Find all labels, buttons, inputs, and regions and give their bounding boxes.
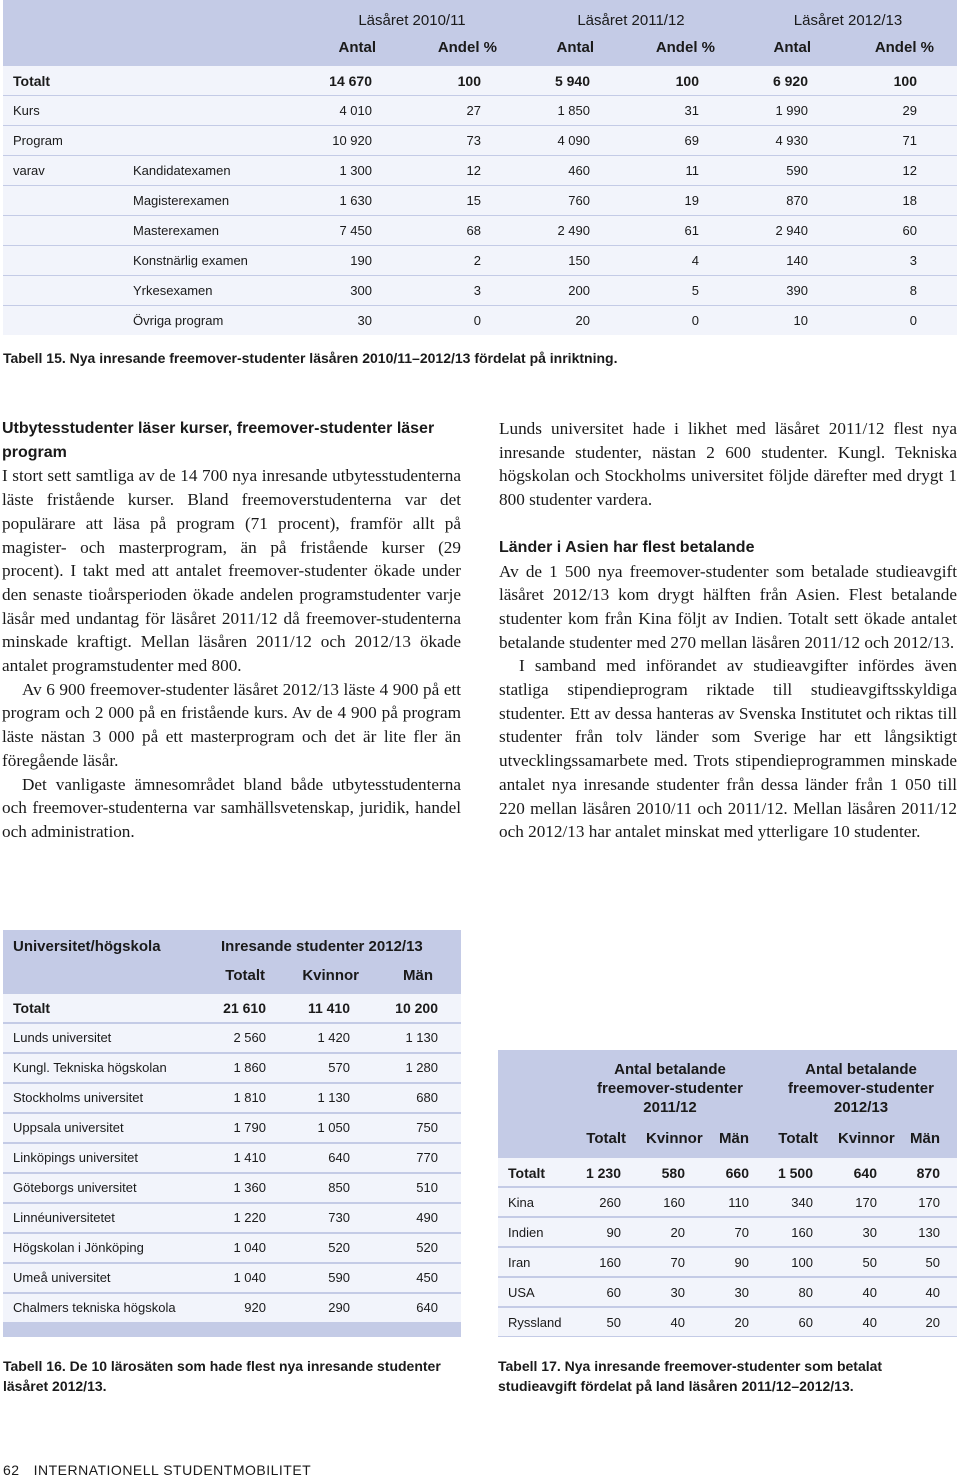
column-header: Kvinnor	[646, 1130, 703, 1147]
year-header: Läsåret 2012/13	[793, 12, 903, 29]
column-header: Kvinnor	[302, 967, 359, 984]
table-row	[498, 1218, 957, 1246]
table-cell: 460	[568, 163, 590, 178]
table-cell: 1 300	[339, 163, 372, 178]
row-label: Totalt	[13, 1000, 51, 1016]
table-cell: 20	[734, 1315, 749, 1330]
table-row	[3, 186, 957, 215]
table-cell: 1 130	[405, 1030, 438, 1045]
row-label: Lunds universitet	[13, 1030, 112, 1045]
page-number: 62	[3, 1462, 20, 1477]
table-cell: 15	[466, 193, 481, 208]
column-header: Antal	[556, 39, 594, 56]
row-label: Göteborgs universitet	[13, 1180, 137, 1195]
year-header: Läsåret 2011/12	[577, 12, 685, 29]
table-cell: 110	[728, 1195, 749, 1210]
table-cell: 3	[473, 283, 481, 298]
row-label: Konstnärlig examen	[133, 253, 248, 268]
table-cell: 20	[575, 313, 590, 328]
table-row	[3, 246, 957, 275]
table-cell: 50	[862, 1255, 877, 1270]
table-cell: 10 920	[332, 133, 372, 148]
table-cell: 60	[902, 223, 917, 238]
row-label: Totalt	[508, 1165, 546, 1181]
table-cell: 100	[675, 73, 699, 89]
table-17-caption: Tabell 17. Nya inresande freemover-studenter som betalat studieavgift fördelat på land läsåren 2011/12–2012/13.	[498, 1358, 883, 1394]
table-cell: 21 610	[223, 1000, 266, 1016]
table-cell: 10	[793, 313, 808, 328]
table-cell: 40	[670, 1315, 685, 1330]
table-cell: 12	[902, 163, 917, 178]
column-header: Män	[910, 1130, 940, 1147]
table-cell: 60	[798, 1315, 813, 1330]
table-cell: 160	[791, 1225, 813, 1240]
table-cell: 160	[599, 1255, 621, 1270]
row-label: Högskolan i Jönköping	[13, 1240, 144, 1255]
table-cell: 730	[328, 1210, 350, 1225]
table-cell: 31	[684, 103, 699, 118]
table-row	[3, 1054, 461, 1082]
row-label: varav	[13, 163, 45, 178]
table-cell: 12	[466, 163, 481, 178]
table-cell: 30	[357, 313, 372, 328]
table-row	[3, 306, 957, 335]
table-cell: 14 670	[329, 73, 372, 89]
table-row	[3, 1204, 461, 1232]
table-cell: 4	[691, 253, 699, 268]
table-cell: 160	[663, 1195, 685, 1210]
table-cell: 570	[328, 1060, 350, 1075]
table-cell: 1 630	[339, 193, 372, 208]
table-cell: 1 050	[317, 1120, 350, 1135]
table-cell: 61	[684, 223, 699, 238]
paragraph: Lunds universitet hade i likhet med läsåret 2011/12 flest nya inresande studenter, nästan 2 600 studenter. Kungl. Tekniska högskolan och Stockholms universitet följde därefter med drygt 1 800 studenter vardera.	[499, 419, 957, 510]
table-cell: 3	[909, 253, 917, 268]
table-cell: 2 560	[233, 1030, 266, 1045]
table-cell: 27	[466, 103, 481, 118]
section-heading: Länder i Asien har flest betalande	[499, 538, 755, 556]
table-17	[498, 1050, 957, 1337]
publication-title: INTERNATIONELL STUDENTMOBILITET	[33, 1462, 312, 1477]
table-row	[498, 1278, 957, 1306]
table-total-row	[3, 994, 461, 1022]
table-cell: 71	[902, 133, 917, 148]
table-cell: 520	[416, 1240, 438, 1255]
table-cell: 1 230	[585, 1165, 621, 1181]
row-label: Kina	[508, 1195, 535, 1210]
row-label: Linköpings universitet	[13, 1150, 139, 1165]
table-row	[498, 1188, 957, 1216]
table-15-year-headers	[3, 12, 957, 34]
group-header: Antal betalande freemover-studenter 2011/12	[597, 1061, 743, 1116]
table-cell: 100	[457, 73, 481, 89]
table-15-subheaders	[3, 39, 957, 59]
table-row	[498, 1248, 957, 1276]
paragraph: I samband med införandet av studieavgifter infördes även statliga stipendieprogram riktade till studieavgiftsskyldiga studenter. Ett av dessa hanteras av Svenska Institutet och riktas till studenter från tolv länder som Sverige har ett långsiktigt utvecklingssamarbete med. Trots stipendieprogrammen minskade antalet nya inresande studenter från dessa länder från 1 050 till 220 mellan läsåren 2010/11 och 2011/12. Mellan läsåren 2011/12 och 2012/13 har antalet minskat med ytterligare 10 studenter.	[499, 656, 957, 842]
table-cell: 1 860	[233, 1060, 266, 1075]
table-cell: 30	[670, 1285, 685, 1300]
table-cell: 90	[734, 1255, 749, 1270]
row-label: Program	[13, 133, 63, 148]
column-header: Totalt	[225, 967, 265, 984]
table-16	[3, 930, 461, 1337]
table-cell: 750	[416, 1120, 438, 1135]
table-cell: 390	[786, 283, 808, 298]
row-label: Kungl. Tekniska högskolan	[13, 1060, 167, 1075]
table-cell: 2 490	[557, 223, 590, 238]
table-cell: 19	[684, 193, 699, 208]
column-header: Antal	[773, 39, 811, 56]
row-label: Iran	[508, 1255, 531, 1270]
table-cell: 0	[473, 313, 481, 328]
row-label: Kandidatexamen	[133, 163, 231, 178]
row-label: Totalt	[13, 73, 51, 89]
table-cell: 90	[606, 1225, 621, 1240]
table-cell: 170	[855, 1195, 877, 1210]
table-row	[3, 1114, 461, 1142]
table-cell: 20	[925, 1315, 940, 1330]
table-row	[3, 126, 957, 155]
table-cell: 640	[416, 1300, 438, 1315]
table-cell: 1 850	[557, 103, 590, 118]
table-cell: 1 040	[233, 1270, 266, 1285]
table-cell: 640	[328, 1150, 350, 1165]
paragraph: Det vanligaste ämnesområdet bland både utbytesstudenterna och freemover-studenterna var samhällsvetenskap, juridik, handel och administration.	[2, 774, 461, 841]
table-row	[498, 1308, 957, 1336]
table-cell: 60	[606, 1285, 621, 1300]
table-total-row	[3, 66, 957, 95]
table-cell: 590	[328, 1270, 350, 1285]
column-header: Totalt	[586, 1130, 626, 1147]
row-label: Uppsala universitet	[13, 1120, 124, 1135]
table-cell: 870	[786, 193, 808, 208]
row-label: Yrkesexamen	[133, 283, 213, 298]
table-cell: 100	[893, 73, 917, 89]
section-heading: Utbytesstudenter läser kurser, freemover-studenter läser program	[2, 420, 435, 461]
table-cell: 80	[798, 1285, 813, 1300]
row-label: Indien	[508, 1225, 544, 1240]
table-cell: 4 090	[557, 133, 590, 148]
table-cell: 1 790	[233, 1120, 266, 1135]
table-cell: 4 930	[775, 133, 808, 148]
table-cell: 1 990	[775, 103, 808, 118]
paragraph: Av 6 900 freemover-studenter läsåret 2012/13 läste 4 900 på ett program och 2 000 på en fristående kurs. Av de 4 900 på program läste nästan 3 000 på ett masterprogram och det är lite fler än föregående läsår.	[2, 679, 461, 770]
column-header: Kvinnor	[838, 1130, 895, 1147]
table-cell: 200	[568, 283, 590, 298]
table-cell: 0	[909, 313, 917, 328]
table-cell: 340	[791, 1195, 813, 1210]
table-cell: 300	[350, 283, 372, 298]
table-row	[3, 1264, 461, 1292]
right-text-column	[499, 417, 957, 844]
table-cell: 580	[661, 1165, 685, 1181]
table-cell: 4 010	[339, 103, 372, 118]
row-label: Kurs	[13, 103, 40, 118]
group-header: Inresande studenter 2012/13	[221, 938, 423, 955]
column-header: Andel %	[437, 39, 497, 56]
table-row	[3, 1084, 461, 1112]
table-16-caption: Tabell 16. De 10 lärosäten som hade flest nya inresande studenter läsåret 2012/13.	[3, 1358, 441, 1394]
table-cell: 850	[328, 1180, 350, 1195]
table-row	[3, 1294, 461, 1322]
table-row	[3, 216, 957, 245]
table-cell: 29	[902, 103, 917, 118]
table-cell: 40	[862, 1315, 877, 1330]
column-header: Andel %	[655, 39, 715, 56]
table-cell: 290	[328, 1300, 350, 1315]
row-label: Umeå universitet	[13, 1270, 111, 1285]
table-15-caption: Tabell 15. Nya inresande freemover-studenter läsåren 2010/11–2012/13 fördelat på inriktning.	[3, 350, 618, 366]
table-row	[3, 1144, 461, 1172]
table-cell: 40	[862, 1285, 877, 1300]
group-header: Antal betalande freemover-studenter 2012/13	[788, 1061, 934, 1116]
table-row	[3, 156, 957, 185]
table-cell: 490	[416, 1210, 438, 1225]
table-cell: 50	[606, 1315, 621, 1330]
table-cell: 920	[244, 1300, 266, 1315]
table-cell: 1 040	[233, 1240, 266, 1255]
table-cell: 0	[691, 313, 699, 328]
table-cell: 5 940	[554, 73, 590, 89]
table-cell: 260	[599, 1195, 621, 1210]
table-cell: 69	[684, 133, 699, 148]
left-text-column	[2, 417, 461, 844]
table-cell: 190	[350, 253, 372, 268]
table-cell: 40	[925, 1285, 940, 1300]
table-cell: 1 420	[317, 1030, 350, 1045]
table-cell: 640	[853, 1165, 877, 1181]
row-label: Ryssland	[508, 1315, 562, 1330]
table-cell: 100	[791, 1255, 813, 1270]
table-cell: 510	[416, 1180, 438, 1195]
table-cell: 450	[416, 1270, 438, 1285]
paragraph: Av de 1 500 nya freemover-studenter som betalade studieavgift läsåret 2012/13 kom drygt hälften från Asien. Flest betalande studenter kom från Kina följt av Indien. Totalt sett ökade antalet betalande studenter med 270 mellan läsåren 2011/12 och 2012/13.	[499, 561, 957, 652]
table-cell: 170	[918, 1195, 940, 1210]
table-cell: 6 920	[772, 73, 808, 89]
table-cell: 1 220	[233, 1210, 266, 1225]
table-cell: 68	[466, 223, 481, 238]
column-header: Män	[719, 1130, 749, 1147]
table-cell: 1 130	[317, 1090, 350, 1105]
table-cell: 870	[916, 1165, 940, 1181]
table-cell: 520	[328, 1240, 350, 1255]
table-cell: 1 280	[405, 1060, 438, 1075]
table-cell: 50	[925, 1255, 940, 1270]
column-header: Andel %	[874, 39, 934, 56]
table-cell: 1 410	[233, 1150, 266, 1165]
table-cell: 11	[685, 163, 699, 178]
table-cell: 30	[862, 1225, 877, 1240]
table-cell: 140	[786, 253, 808, 268]
table-cell: 660	[725, 1165, 749, 1181]
table-cell: 73	[466, 133, 481, 148]
column-header: Universitet/högskola	[13, 938, 161, 955]
table-cell: 30	[734, 1285, 749, 1300]
year-header: Läsåret 2010/11	[358, 12, 466, 29]
table-cell: 150	[568, 253, 590, 268]
column-header: Män	[403, 967, 433, 984]
page-footer	[3, 1462, 311, 1477]
paragraph: I stort sett samtliga av de 14 700 nya inresande utbytesstudenterna läste fristående kurser. Bland freemoverstudenterna var det populärare att läsa på program (71 procent), framför allt på magister- och masterprogram, än på fristående kurser (29 procent). I takt med att antalet freemover-studenter ökade under den senaste tioårsperioden ökade andelen programstudenter varje läsår med undantag för läsåret 2011/12 då freemover-studenterna minskade kraftigt. Mellan läsåren 2011/12 och 2012/13 ökade antalet programstudenter med 800.	[2, 466, 461, 676]
table-row	[3, 276, 957, 305]
table-cell: 590	[786, 163, 808, 178]
table-cell: 1 360	[233, 1180, 266, 1195]
row-label: Masterexamen	[133, 223, 219, 238]
table-cell: 70	[734, 1225, 749, 1240]
table-cell: 770	[416, 1150, 438, 1165]
table-row	[3, 1234, 461, 1262]
table-cell: 2 940	[775, 223, 808, 238]
table-cell: 130	[918, 1225, 940, 1240]
table-cell: 11 410	[307, 1000, 350, 1016]
table-row	[3, 1174, 461, 1202]
table-cell: 760	[568, 193, 590, 208]
table-cell: 10 200	[395, 1000, 438, 1016]
table-cell: 680	[416, 1090, 438, 1105]
row-label: Övriga program	[133, 313, 224, 328]
table-cell: 1 500	[777, 1165, 813, 1181]
table-cell: 5	[691, 283, 699, 298]
row-label: Chalmers tekniska högskola	[13, 1300, 176, 1315]
row-label: USA	[508, 1285, 535, 1300]
table-cell: 70	[670, 1255, 685, 1270]
column-header: Totalt	[778, 1130, 818, 1147]
table-cell: 8	[909, 283, 917, 298]
table-cell: 2	[473, 253, 481, 268]
column-header: Antal	[338, 39, 376, 56]
table-total-row	[498, 1158, 957, 1186]
row-label: Stockholms universitet	[13, 1090, 144, 1105]
table-cell: 20	[670, 1225, 685, 1240]
table-row	[3, 96, 957, 125]
table-cell: 1 810	[233, 1090, 266, 1105]
table-row	[3, 1024, 461, 1052]
row-label: Linnéuniversitetet	[13, 1210, 115, 1225]
table-15	[3, 0, 957, 335]
table-cell: 18	[902, 193, 917, 208]
table-cell: 7 450	[339, 223, 372, 238]
row-label: Magisterexamen	[133, 193, 230, 208]
